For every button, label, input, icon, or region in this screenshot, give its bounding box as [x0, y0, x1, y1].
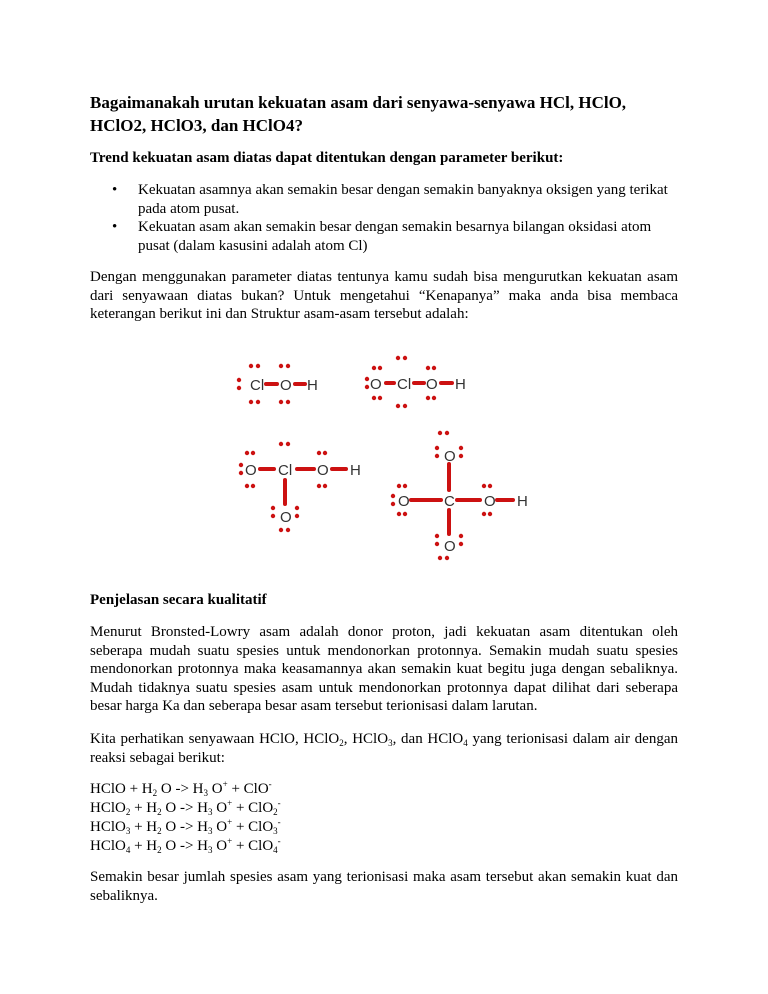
atom-o-label: O	[444, 448, 456, 465]
atom-o-label: O	[398, 493, 410, 510]
lewis-structures-figure	[200, 340, 560, 570]
atom-o-label: O	[280, 509, 292, 526]
atom-h-label: H	[350, 462, 361, 479]
bronsted-paragraph: Menurut Bronsted-Lowry asam adalah donor proton, jadi kekuatan asam ditentukan oleh seberapa mudah suatu spesies untuk mendonorkan protonnya. Semakin mudah suatu spesies mendonorkan protonnya maka keasamannya akan semakin kuat begitu juga dengan sebaliknya. Mudah tidaknya suatu spesies asam untuk mendonorkan protonnya dapat dilihat dari seberapa besar harga Ka dan seberapa besar asam tersebut terionisasi dalam larutan.	[90, 624, 678, 714]
list-item-text: Kekuatan asam akan semakin besar dengan semakin besarnya bilangan oksidasi atom pusat (dalam kasusini adalah atom Cl)	[138, 219, 652, 254]
atom-o-label: O	[317, 462, 329, 479]
qualitative-heading: Penjelasan secara kualitatif	[90, 592, 267, 608]
atom-o-label: O	[280, 377, 292, 394]
trend-heading: Trend kekuatan asam diatas dapat ditentukan dengan parameter berikut:	[90, 150, 564, 166]
list-item	[90, 218, 678, 255]
atom-o-label: O	[484, 493, 496, 510]
list-item-text: Kekuatan asamnya akan semakin besar dengan semakin banyaknya oksigen yang terikat pada atom pusat.	[138, 182, 668, 217]
ionization-intro: Kita perhatikan senyawaan HClO, HClO$_2$, HClO$_3$, dan HClO$_4$ yang terionisasi dalam air dengan reaksi sebagai berikut:	[90, 731, 678, 766]
equation-line: HClO$_2$ + $H_2$ $O -> H_3$ O+ + ClO$_2$-	[90, 798, 281, 817]
page-title: Bagaimanakah urutan kekuatan asam dari senyawa-senyawa HCl, HClO, HClO2, HClO3, dan HClO4?	[90, 93, 627, 135]
atom-o-label: O	[245, 462, 257, 479]
bond-lines	[260, 383, 513, 534]
atom-h-label: H	[307, 377, 318, 394]
parameter-list	[90, 181, 678, 255]
atom-o-label: O	[370, 376, 382, 393]
atom-o-label: O	[426, 376, 438, 393]
atom-c-label: C	[444, 493, 455, 510]
bullet-glyph: •	[112, 182, 118, 198]
conclusion-paragraph: Semakin besar jumlah spesies asam yang terionisasi maka asam tersebut akan semakin kuat dan sebaliknya.	[90, 869, 678, 904]
equation-line: HClO$_4$ + $H_2$ $O -> H_3$ O+ + ClO$_4$-	[90, 836, 281, 855]
atom-cl-label: Cl	[397, 376, 412, 393]
atom-o-label: O	[444, 538, 456, 555]
atom-h-label: H	[455, 376, 466, 393]
atom-cl-label: Cl	[250, 377, 265, 394]
equation-line: HClO$_3$ + $H_2$ $O -> H_3$ O+ + ClO$_3$-	[90, 817, 281, 836]
atom-h-label: H	[517, 493, 528, 510]
list-item	[90, 181, 678, 218]
equation-line: HClO + $H_2$ $O -> H_3$ O+ + ClO-	[90, 779, 272, 798]
intro-paragraph: Dengan menggunakan parameter diatas tentunya kamu sudah bisa mengurutkan kekuatan asam dari senyawaan diatas bukan? Untuk mengetahui “Kenapanya” maka anda bisa membaca keterangan berikut ini dan Struktur asam-asam tersebut adalah:	[90, 269, 678, 322]
atom-cl-label: Cl	[278, 462, 293, 479]
bullet-glyph: •	[112, 219, 118, 235]
